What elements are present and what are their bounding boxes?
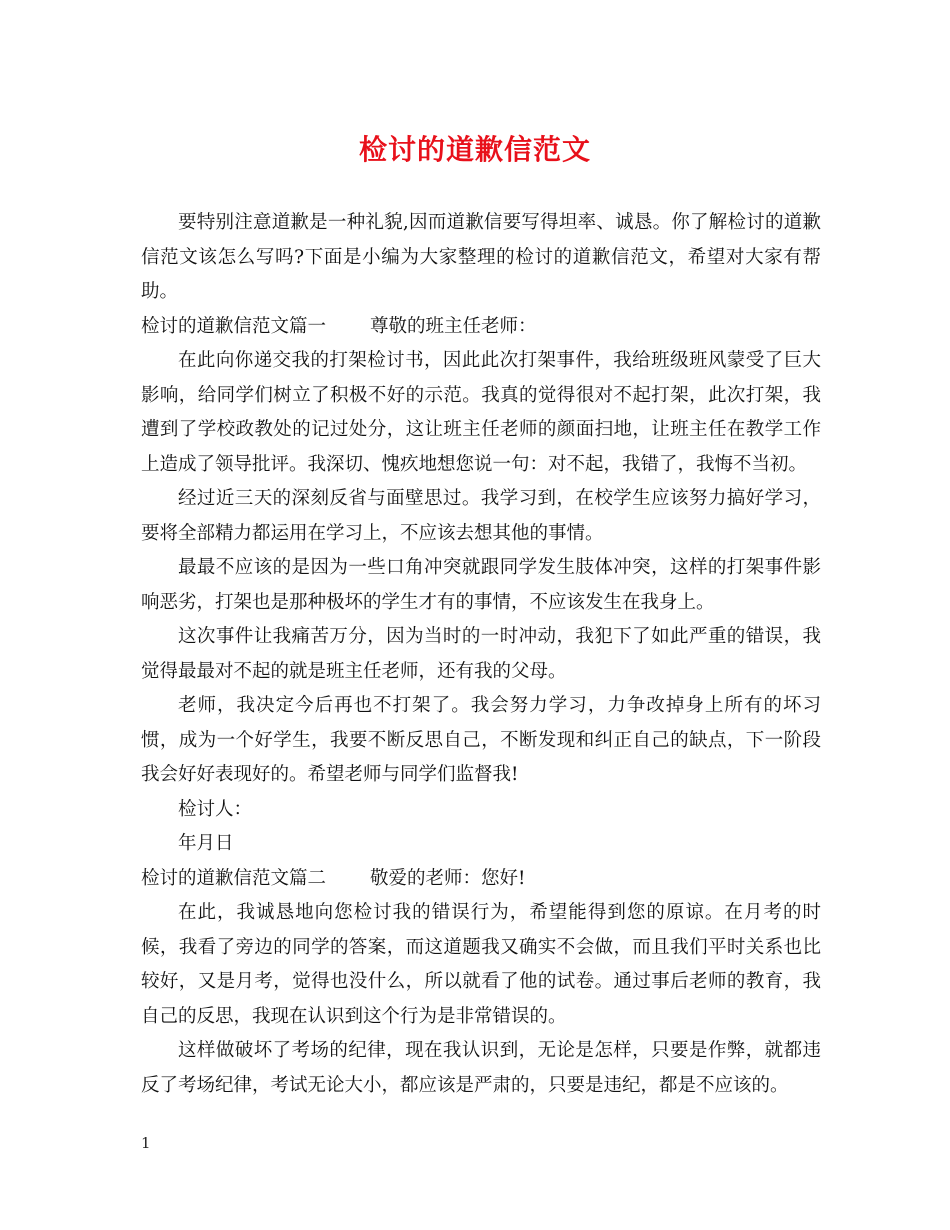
intro-paragraph: 要特别注意道歉是一种礼貌,因而道歉信要写得坦率、诚恳。你了解检讨的道歉信范文该怎么写吗?下面是小编为大家整理的检讨的道歉信范文，希望对大家有帮助。	[141, 212, 821, 302]
section1-date: 年月日	[178, 833, 234, 854]
section2-salutation: 敬爱的老师：您好!	[370, 867, 526, 889]
section2-paragraph: 这样做破坏了考场的纪律，现在我认识到，无论是怎样，只要是作弊，就都违反了考场纪律，考试无论大小，都应该是严肃的，只要是违纪，都是不应该的。	[141, 1040, 821, 1096]
section1-heading: 检讨的道歉信范文篇一	[141, 315, 327, 337]
section2-heading-line	[141, 862, 821, 897]
section1-paragraph: 这次事件让我痛苦万分，因为当时的一时冲动，我犯下了如此严重的错误，我觉得最最对不起的就是班主任老师，还有我的父母。	[141, 626, 821, 682]
document-title: 检讨的道歉信范文	[358, 133, 591, 166]
section1-paragraph: 经过近三天的深刻反省与面壁思过。我学习到，在校学生应该努力搞好学习，要将全部精力都运用在学习上，不应该去想其他的事情。	[141, 488, 821, 544]
section1-heading-line	[141, 310, 821, 345]
page-number: 1	[141, 1134, 151, 1152]
section1-signature: 检讨人：	[178, 798, 253, 820]
document-body	[141, 206, 821, 1103]
section1-paragraph: 在此向你递交我的打架检讨书，因此此次打架事件，我给班级班风蒙受了巨大影响，给同学们树立了积极不好的示范。我真的觉得很对不起打架，此次打架，我遭到了学校政教处的记过处分，这让班主任老师的颜面扫地，让班主任在教学工作上造成了领导批评。我深切、愧疚地想您说一句：对不起，我错了，我悔不当初。	[141, 350, 821, 475]
section1-salutation: 尊敬的班主任老师：	[370, 315, 537, 337]
section2-paragraph: 在此，我诚恳地向您检讨我的错误行为，希望能得到您的原谅。在月考的时候，我看了旁边的同学的答案，而这道题我又确实不会做，而且我们平时关系也比较好，又是月考，觉得也没什么，所以就看了他的试卷。通过事后老师的教育，我自己的反思，我现在认识到这个行为是非常错误的。	[141, 902, 821, 1027]
section1-paragraph: 最最不应该的是因为一些口角冲突就跟同学发生肢体冲突，这样的打架事件影响恶劣，打架也是那种极坏的学生才有的事情，不应该发生在我身上。	[141, 557, 821, 613]
section2-heading: 检讨的道歉信范文篇二	[141, 867, 327, 889]
section1-paragraph: 老师，我决定今后再也不打架了。我会努力学习，力争改掉身上所有的坏习惯，成为一个好学生，我要不断反思自己，不断发现和纠正自己的缺点，下一阶段我会好好表现好的。希望老师与同学们监督我!	[141, 695, 821, 785]
